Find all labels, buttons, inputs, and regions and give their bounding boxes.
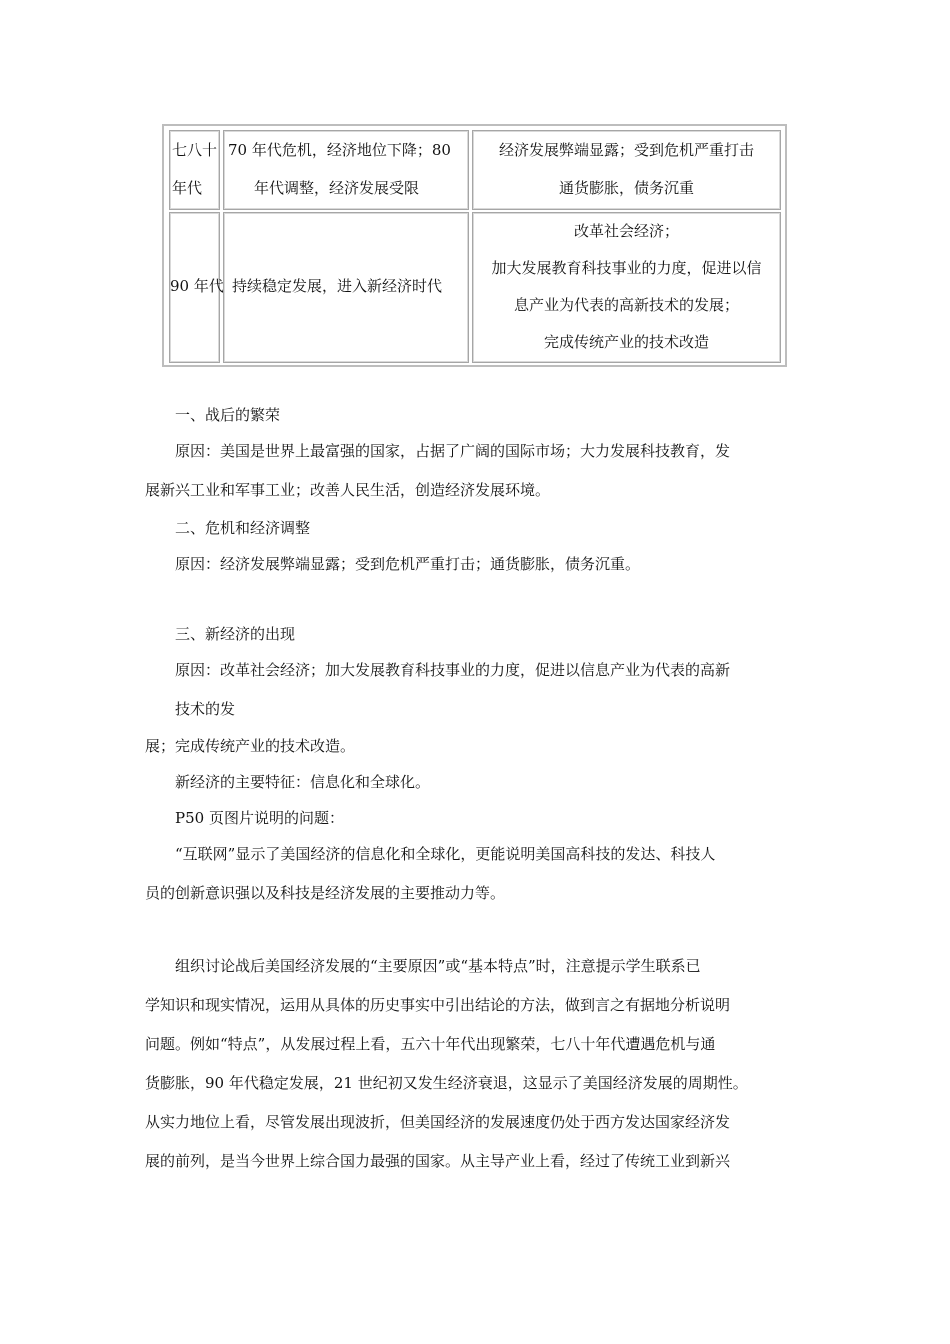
cell-line: 90 年代 [170,276,224,295]
cell-line: 改革社会经济； [573,222,679,240]
cell-line: 经济发展弊端显露；受到危机严重打击 [498,141,754,159]
paragraph-line: 货膨胀，90 年代稳定发展，21 世纪初又发生经济衰退，这显示了美国经济发展的周期性。 [145,1074,748,1092]
paragraph-line: 原因：美国是世界上最富强的国家，占据了广阔的国际市场；大力发展科技教育，发 [175,442,731,460]
cell-line: 完成传统产业的技术改造 [543,333,709,351]
table-cell-situation-row1 [223,130,469,210]
paragraph-line: 组织讨论战后美国经济发展的“主要原因”或“基本特点”时，注意提示学生联系已 [175,957,701,975]
paragraph-line: 展的前列，是当今世界上综合国力最强的国家。从主导产业上看，经过了传统工业到新兴 [145,1152,731,1170]
section-heading-2: 二、危机和经济调整 [175,519,311,537]
cell-line: 70 年代危机，经济地位下降；80 [228,141,451,159]
table-cell-period-row2 [169,212,224,363]
paragraph-line: 学知识和现实情况，运用从具体的历史事实中引出结论的方法，做到言之有据地分析说明 [145,996,731,1014]
cell-line: 加大发展教育科技事业的力度，促进以信 [491,259,762,277]
table-cell-cause-row2 [472,212,781,363]
paragraph-line: “互联网”显示了美国经济的信息化和全球化，更能说明美国高科技的发达、科技人 [175,845,716,863]
paragraph-line: 原因：经济发展弊端显露；受到危机严重打击；通货膨胀，债务沉重。 [175,555,641,573]
cell-line: 通货膨胀，债务沉重 [558,179,694,197]
section-heading-3: 三、新经济的出现 [175,625,296,643]
paragraph-line: 技术的发 [175,700,236,718]
paragraph-line: 从实力地位上看，尽管发展出现波折，但美国经济的发展速度仍处于西方发达国家经济发 [145,1113,731,1131]
paragraph-line: 问题。例如“特点”，从发展过程上看，五六十年代出现繁荣，七八十年代遭遇危机与通 [145,1035,716,1053]
section-heading-1: 一、战后的繁荣 [175,406,281,424]
paragraph-line: 原因：改革社会经济；加大发展教育科技事业的力度，促进以信息产业为代表的高新 [175,661,731,679]
paragraph-line: 展；完成传统产业的技术改造。 [145,737,356,755]
table-cell-cause-row1 [472,130,781,210]
paragraph-line: 展新兴工业和军事工业；改善人民生活，创造经济发展环境。 [145,481,551,499]
economy-table [162,124,787,367]
cell-line: 年代 [172,179,203,197]
table-cell-situation-row2 [223,212,469,363]
cell-line: 年代调整，经济发展受限 [254,179,420,197]
cell-line: 息产业为代表的高新技术的发展； [513,296,739,314]
table-cell-period-row1 [169,130,220,210]
cell-line: 持续稳定发展，进入新经济时代 [232,276,443,295]
paragraph-line: 新经济的主要特征：信息化和全球化。 [175,773,431,791]
paragraph-line: P50 页图片说明的问题： [175,809,344,827]
paragraph-line: 员的创新意识强以及科技是经济发展的主要推动力等。 [145,884,506,902]
cell-line: 七八十 [172,141,218,159]
